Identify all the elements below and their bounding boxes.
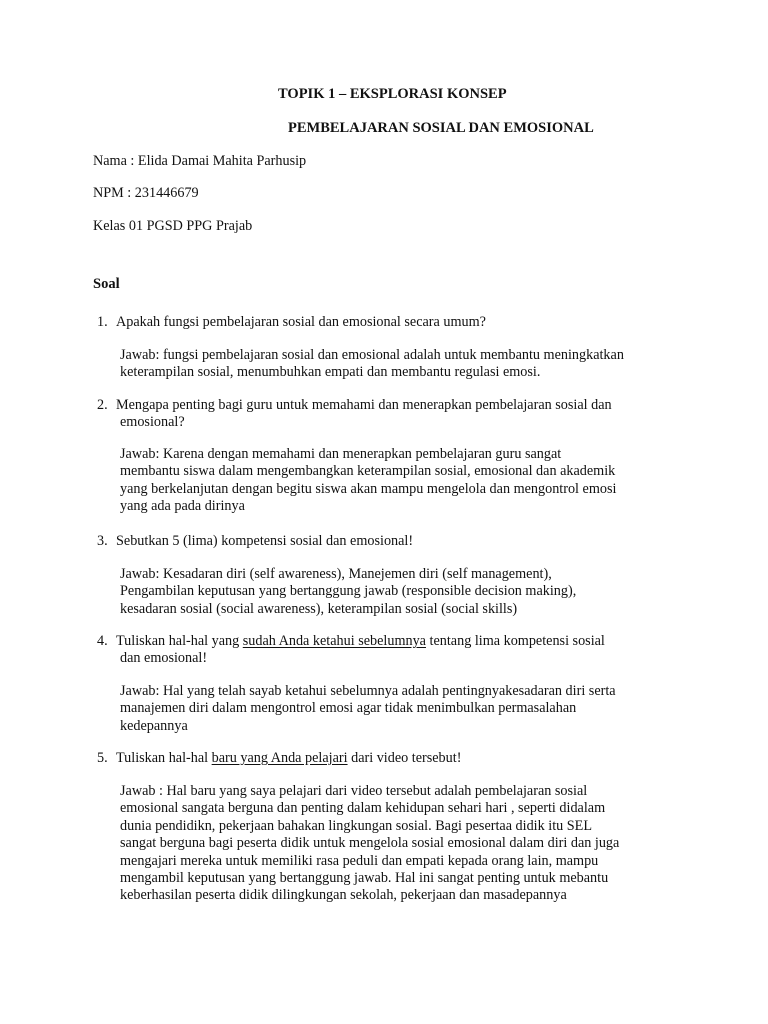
answer-line: mengajari mereka untuk memiliki rasa peduli dan empati kepada orang lain, mampu: [120, 852, 599, 869]
document-title: TOPIK 1 – EKSPLORASI KONSEP: [278, 86, 507, 102]
answer-line: kedepannya: [120, 717, 188, 734]
document-subtitle: PEMBELAJARAN SOSIAL DAN EMOSIONAL: [288, 120, 594, 136]
student-class: Kelas 01 PGSD PPG Prajab: [93, 218, 253, 234]
question-4: [97, 633, 697, 668]
answer-line: sangat berguna bagi peserta didik untuk mengelola sosial emosional dalam diri dan juga: [120, 835, 620, 852]
question-emphasis: baru yang Anda pelajari: [211, 750, 348, 766]
answer-2: [120, 446, 690, 516]
student-npm: NPM : 231446679: [93, 185, 199, 201]
answer-line: mengambil keputusan yang bertanggung jawab. Hal ini sangat penting untuk mebantu: [120, 870, 609, 887]
answer-line: keberhasilan peserta didik dilingkungan sekolah, pekerjaan dan masadepannya: [120, 887, 567, 904]
answer-line: manajemen diri dalam mengontrol emosi agar tidak menimbulkan permasalahan: [120, 700, 577, 717]
answer-line: Pengambilan keputusan yang bertanggung jawab (responsible decision making),: [120, 583, 577, 600]
question-text: Tuliskan hal-hal: [116, 750, 212, 766]
answer-line: dunia pendidikn, pekerjaan bahakan lingkungan sosial. Bagi pesertaa didik itu SEL: [120, 817, 593, 834]
question-1: [97, 314, 697, 331]
answer-line: Jawab : Hal baru yang saya pelajari dari video tersebut adalah pembelajaran sosial: [120, 783, 588, 799]
question-text: dari video tersebut!: [347, 750, 462, 766]
answer-5: [120, 783, 690, 905]
answer-line: emosional sangata berguna dan penting dalam kehidupan sehari hari , seperti didalam: [120, 800, 606, 817]
answer-3: [120, 566, 690, 618]
section-heading: Soal: [93, 276, 120, 292]
answer-line: membantu siswa dalam mengembangkan keterampilan sosial, emosional dan akademik: [120, 463, 616, 480]
question-number: 3.: [97, 533, 108, 549]
student-name: Nama : Elida Damai Mahita Parhusip: [93, 153, 307, 169]
answer-line: Jawab: Karena dengan memahami dan menerapkan pembelajaran guru sangat: [120, 446, 562, 462]
answer-line: Jawab: fungsi pembelajaran sosial dan emosional adalah untuk membantu meningkatkan: [120, 347, 624, 363]
question-text: dan emosional!: [120, 650, 208, 667]
answer-4: [120, 683, 690, 735]
answer-line: keterampilan sosial, menumbuhkan empati dan membantu regulasi emosi.: [120, 364, 541, 381]
question-number: 4.: [97, 633, 108, 649]
question-text: Mengapa penting bagi guru untuk memahami dan menerapkan pembelajaran sosial dan: [116, 397, 612, 413]
question-text: Tuliskan hal-hal yang: [116, 633, 243, 649]
answer-line: Jawab: Hal yang telah sayab ketahui sebelumnya adalah pentingnyakesadaran diri serta: [120, 683, 616, 699]
question-5: [97, 750, 697, 767]
question-text: Sebutkan 5 (lima) kompetensi sosial dan emosional!: [116, 533, 414, 549]
question-text: tentang lima kompetensi sosial: [425, 633, 605, 649]
answer-line: yang ada pada dirinya: [120, 498, 245, 515]
answer-line: Jawab: Kesadaran diri (self awareness), Manejemen diri (self management),: [120, 566, 552, 582]
question-emphasis: sudah Anda ketahui sebelumnya: [242, 633, 426, 649]
answer-1: [120, 347, 690, 382]
question-number: 1.: [97, 314, 108, 330]
question-text: emosional?: [120, 414, 185, 431]
answer-line: kesadaran sosial (social awareness), keterampilan sosial (social skills): [120, 600, 518, 617]
question-number: 2.: [97, 397, 108, 413]
question-text: Apakah fungsi pembelajaran sosial dan emosional secara umum?: [116, 314, 486, 330]
question-number: 5.: [97, 750, 108, 766]
answer-line: yang berkelanjutan dengan begitu siswa akan mampu mengelola dan mengontrol emosi: [120, 480, 617, 497]
question-3: [97, 533, 697, 550]
question-2: [97, 397, 697, 432]
